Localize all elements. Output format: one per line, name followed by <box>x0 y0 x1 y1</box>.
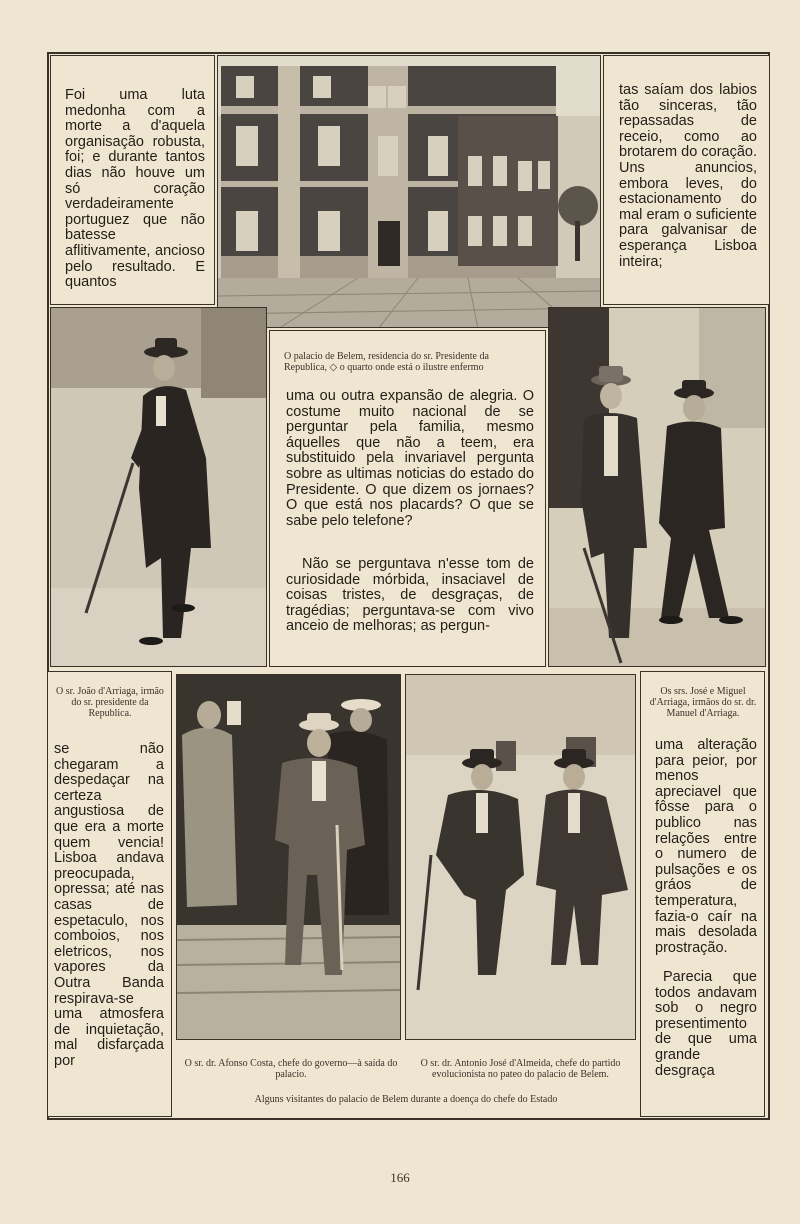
bottom-right-paragraph-2: Parecia que todos andavam sob o negro presentimento de que uma grande desgraça <box>655 969 757 1079</box>
antonio-jose-almeida-photo <box>405 674 636 1040</box>
joao-arriaga-photo <box>50 307 267 667</box>
top-left-text-cell <box>50 55 215 305</box>
bottom-left-text-cell <box>47 671 172 1117</box>
bottom-right-paragraph-1: uma alteração para peior, por menos apreciavel que fôsse para o publico nas relações entre o numero de pulsações e os gráos de temperatura, fazia-o caír na mais desolada prostração. <box>655 737 757 956</box>
visitors-caption: Alguns visitantes do palacio de Belem durante a doença do chefe do Estado <box>254 1094 558 1105</box>
top-left-paragraph: Foi uma luta medonha com a morte a d'aquela organisação robusta, foi; e durante tantos dias não houve um só coração verdadeiramente portuguez que não batesse aflitivamente, ancioso pelo resultado. E quantos <box>65 87 205 291</box>
center-paragraph-2: Não se perguntava n'esse tom de curiosidade mórbida, insaciavel de coisas tristes, de desgraças, de tragédias; perguntava-se com vivo anceio de melhoras; as pergun- <box>286 556 534 635</box>
center-text-cell <box>269 330 546 667</box>
top-right-text-cell <box>603 55 770 305</box>
arriaga-brothers-photo <box>548 307 766 667</box>
bottom-left-paragraph: se não chegaram a despedaçar na certeza angustiosa de que era a morte quem vencia! Lisboa andava preocupada, opressa; até nas casas de espetaculo, nos comboios, nos eletricos, nos vapores da Outra Banda respirava-se uma atmosfera de inquietação, mal disfarçada por <box>54 741 164 1069</box>
palace-caption: O palacio de Belem, residencia do sr. Presidente da Republica, ◇ o quarto onde está o ilustre enfermo <box>284 351 489 373</box>
afonso-costa-caption: O sr. dr. Afonso Costa, chefe do governo—à saída do palacio. <box>184 1058 398 1080</box>
afonso-costa-photo <box>176 674 401 1040</box>
bottom-right-text-cell <box>640 671 765 1117</box>
top-right-paragraph: tas saíam dos labios tão sinceras, tão repassadas de receio, como ao brotarem do coração. Uns anuncios, embora leves, do estacionamento do mal eram o suficiente para galvanisar de esperança Lisboa inteira; <box>619 82 757 270</box>
joao-arriaga-caption: O sr. João d'Arriaga, irmão do sr. presidente da Republica. <box>56 686 164 719</box>
palace-photo <box>217 55 601 328</box>
arriaga-brothers-caption: Os srs. José e Miguel d'Arriaga, irmãos do sr. dr. Manuel d'Arriaga. <box>649 686 757 719</box>
page-number: 166 <box>390 1170 410 1185</box>
center-paragraph-1: uma ou outra expansão de alegria. O costume muito nacional de se perguntar pela familia, mesmo áquelles que não a teem, era substituido pela invariavel pergunta sobre as ultimas noticias do estado do Presidente. O que dizem os jornaes? O que está nos placards? O que se sabe pelo telefone? <box>286 388 534 529</box>
antonio-jose-almeida-caption: O sr. dr. Antonio José d'Almeida, chefe do partido evolucionista no pateo do palacio de Belem. <box>420 1058 621 1080</box>
